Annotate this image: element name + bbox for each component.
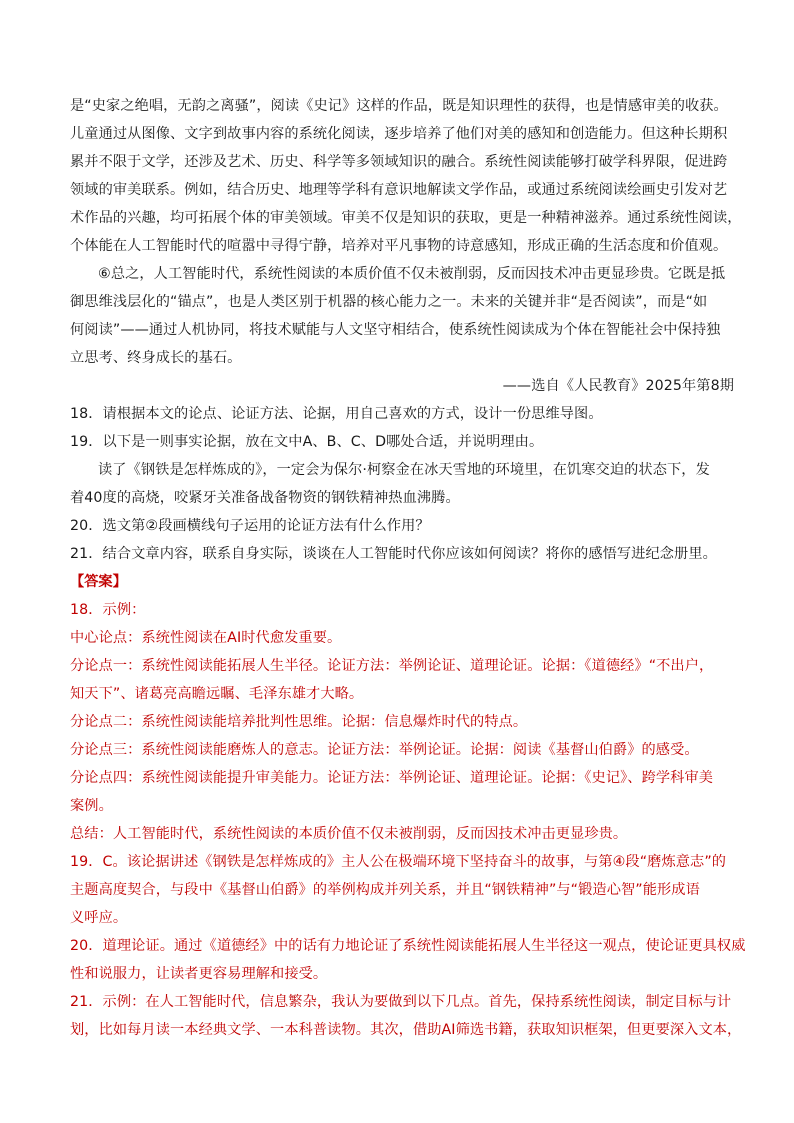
text-line: 个体能在人工智能时代的喧嚣中寻得宁静，培养对平凡事物的诗意感知，形成正确的生活态度和价值观。 xyxy=(70,238,728,254)
answer-18 xyxy=(70,596,734,848)
answer-line: 分论点二：系统性阅读能培养批判性思维。论据：信息爆炸时代的特点。 xyxy=(70,714,528,730)
answer-line: 20．道理论证。通过《道德经》中的话有力地论证了系统性阅读能拓展人生半径这一观点，使论证更具权威 xyxy=(70,938,746,954)
article-paragraph-6 xyxy=(70,260,734,372)
answer-line: 分论点一：系统性阅读能拓展人生半径。论证方法：举例论证、道理论证。论据：《道德经》“不出户， xyxy=(70,658,714,674)
answer-line: 性和说服力，让读者更容易理解和接受。 xyxy=(70,966,328,982)
text-line: 御思维浅层化的“锚点”，也是人类区别于机器的核心能力之一。未来的关键并非“是否阅读”，而是“如 xyxy=(70,294,708,310)
answer-line: 18．示例： xyxy=(70,602,146,618)
question-20: 20．选文第②段画横线句子运用的论证方法有什么作用？ xyxy=(70,518,430,534)
text-line: 术作品的兴趣，均可拓展个体的审美领域。审美不仅是知识的获取，更是一种精神滋养。通过系统性阅读， xyxy=(70,210,742,226)
text-line: 何阅读”——通过人机协同，将技术赋能与人文坚守相结合，使系统性阅读成为个体在智能社会中保持独 xyxy=(70,322,721,338)
answer-line: 分论点三：系统性阅读能磨炼人的意志。论证方法：举例论证。论据：阅读《基督山伯爵》的感受。 xyxy=(70,742,699,758)
answer-line: 总结：人工智能时代，系统性阅读的本质价值不仅未被削弱，反而因技术冲击更显珍贵。 xyxy=(70,826,628,842)
answer-19 xyxy=(70,848,734,932)
evidence-line: 着40度的高烧，咬紧牙关准备战备物资的钢铁精神热血沸腾。 xyxy=(70,490,460,506)
answer-line: 案例。 xyxy=(70,798,113,814)
answer-20 xyxy=(70,932,746,988)
text-line: ⑥总之，人工智能时代，系统性阅读的本质价值不仅未被削弱，反而因技术冲击更显珍贵。它既是抵 xyxy=(98,266,726,282)
answer-text: 19．C。该论据讲述《钢铁是怎样炼成的》主人公在极端环境下坚持奋斗的故事，与第④段 xyxy=(70,854,640,870)
answer-line: 中心论点：系统性阅读在AI时代愈发重要。 xyxy=(70,630,342,646)
question-18: 18．请根据本文的论点、论证方法、论据，用自己喜欢的方式，设计一份思维导图。 xyxy=(70,406,603,422)
question-21: 21．结合文章内容，联系自身实际，谈谈在人工智能时代你应该如何阅读？将你的感悟写进纪念册里。 xyxy=(70,546,717,562)
text-line: 领域的审美联系。例如，结合历史、地理等学科有意识地解读文学作品，或通过系统阅读绘画史引发对艺 xyxy=(70,182,728,198)
answer-line: 划，比如每月读一本经典文学、一本科普读物。其次，借助AI筛选书籍，获取知识框架，但更要深入文本， xyxy=(70,1022,742,1038)
questions xyxy=(70,400,734,568)
answer-21 xyxy=(70,988,742,1044)
answer-line: 知天下”、诸葛亮高瞻远瞩、毛泽东雄才大略。 xyxy=(70,686,364,702)
text-line: 儿童通过从图像、文字到故事内容的系统化阅读，逐步培养了他们对美的感知和创造能力。但这种长期积 xyxy=(70,126,728,142)
source-citation: ——选自《人民教育》2025年第8期 xyxy=(502,378,734,394)
answer-line: 分论点四：系统性阅读能提升审美能力。论证方法：举例论证、道理论证。论据：《史记》、跨学科审美 xyxy=(70,770,714,786)
evidence-line: 读了《钢铁是怎样炼成的》，一定会为保尔·柯察金在冰天雪地的环境里，在饥寒交迫的状态下，发 xyxy=(98,462,710,478)
highlight-text: “磨炼意志” xyxy=(639,854,712,870)
answer-text: 的 xyxy=(711,854,727,870)
text-line: 累并不限于文学，还涉及艺术、历史、科学等多领域知识的融合。系统性阅读能够打破学科界限，促进跨 xyxy=(70,154,728,170)
answer-header: 【答案】 xyxy=(70,574,127,590)
article-paragraph-5 xyxy=(70,92,742,260)
document-page xyxy=(70,92,746,1044)
answer-line: 主题高度契合，与段中《基督山伯爵》的举例构成并列关系，并且“钢铁精神”与“锻造心智”能形成语 xyxy=(70,882,700,898)
answer-line xyxy=(70,848,734,876)
answer-line: 义呼应。 xyxy=(70,910,128,926)
text-line: 立思考、终身成长的基石。 xyxy=(70,350,242,366)
text-line: 是“史家之绝唱，无韵之离骚”，阅读《史记》这样的作品，既是知识理性的获得，也是情感审美的收获。 xyxy=(70,98,728,114)
answer-line: 21．示例：在人工智能时代，信息繁杂，我认为要做到以下几点。首先，保持系统性阅读，制定目标与计 xyxy=(70,994,732,1010)
question-19: 19．以下是一则事实论据，放在文中A、B、C、D哪处合适，并说明理由。 xyxy=(70,434,544,450)
